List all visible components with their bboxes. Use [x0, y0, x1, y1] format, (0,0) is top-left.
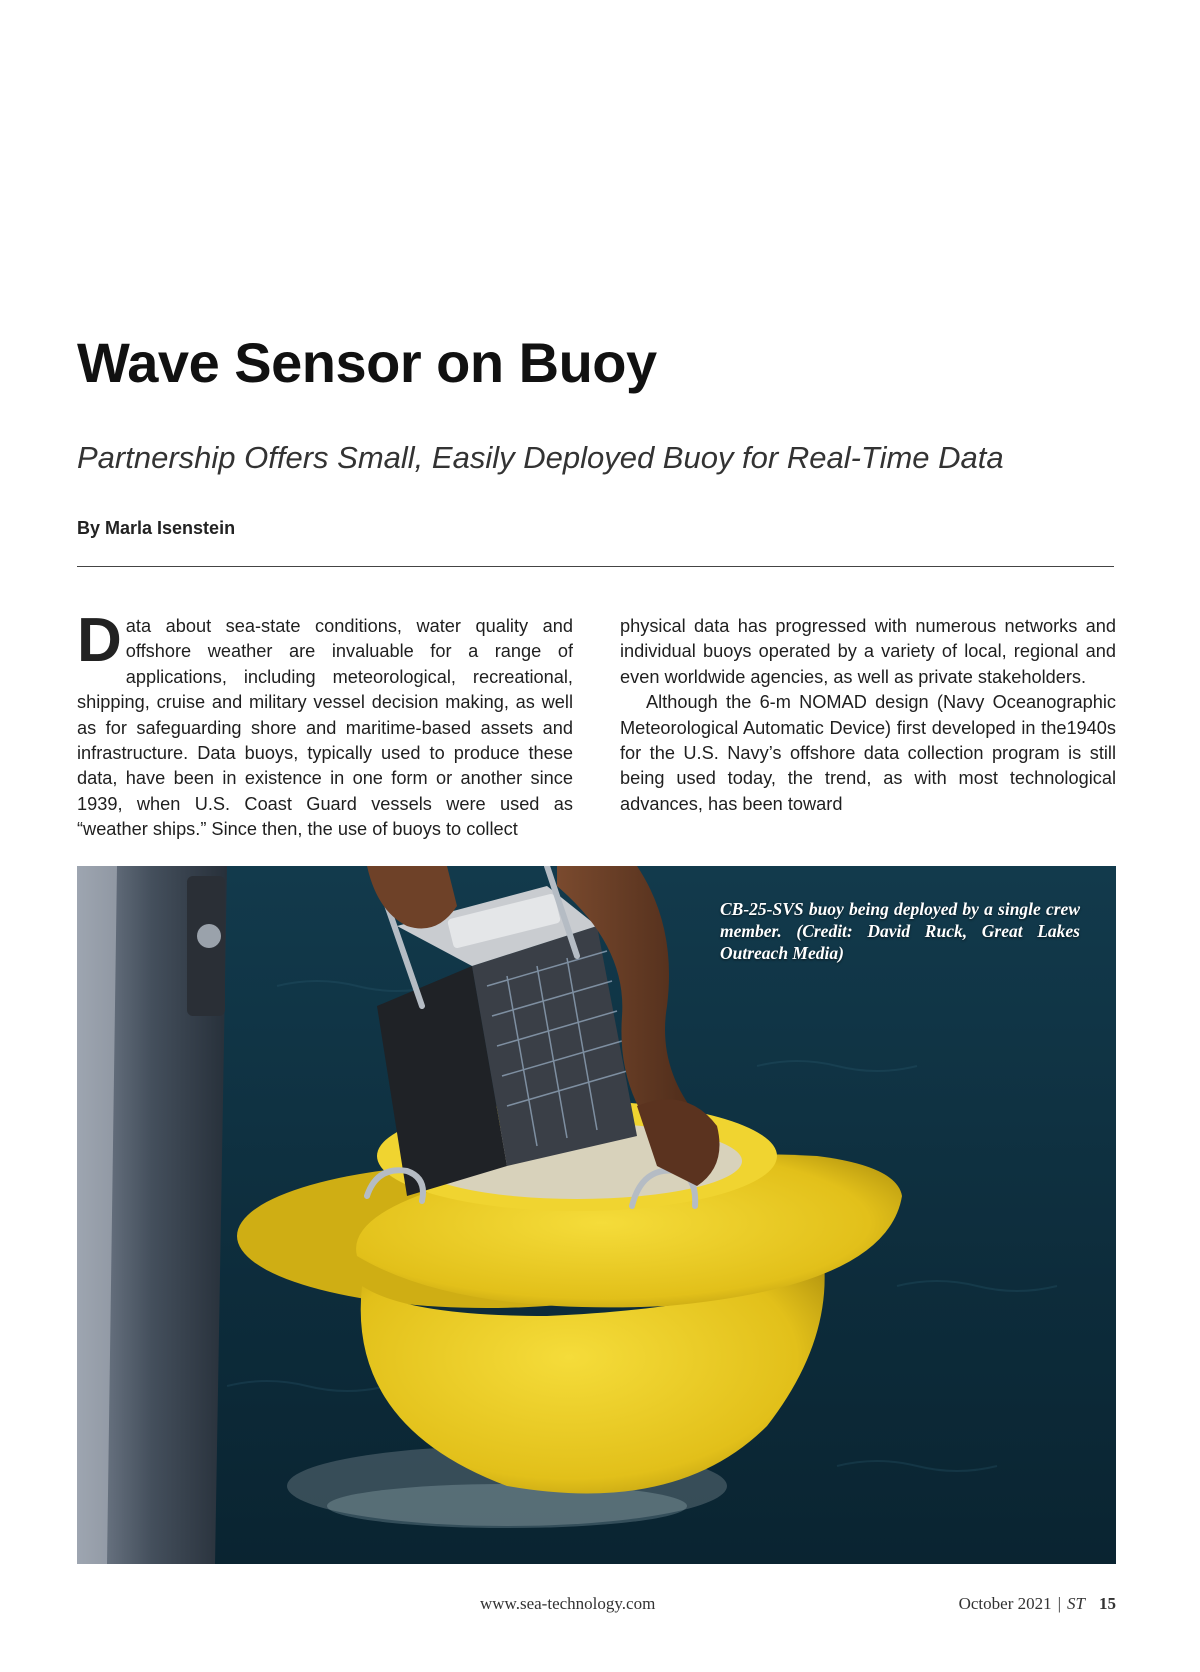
body-paragraph: physical data has progressed with numerous networks and individual buoys operated by a variety of local, regional and even worldwide agencies, as well as private stakeholders. [620, 616, 1116, 687]
article-subtitle: Partnership Offers Small, Easily Deployed Buoy for Real-Time Data [77, 440, 1004, 475]
header-divider [77, 566, 1114, 567]
body-paragraph [77, 614, 573, 843]
drop-cap: D [77, 614, 122, 675]
body-column-right [620, 614, 1116, 846]
footer-url: www.sea-technology.com [480, 1594, 656, 1613]
buoy-deployment-photo [77, 866, 1116, 1564]
page-footer [959, 1594, 1116, 1614]
page-number: 15 [1099, 1594, 1116, 1613]
article-title: Wave Sensor on Buoy [77, 331, 657, 394]
body-column-left [77, 614, 573, 846]
byline: By Marla Isenstein [77, 518, 236, 538]
body-paragraph: Although the 6-m NOMAD design (Navy Oceanographic Meteorological Automatic Device) first developed in the1940s for the U.S. Navy’s offshore data collection program is still being used today, the trend, as with most technological advances, has been toward [620, 692, 1116, 814]
issue-date: October 2021 [958, 1594, 1052, 1613]
magazine-abbrev: ST [1067, 1594, 1085, 1613]
photo-illustration [77, 866, 1116, 1564]
paragraph-text: ata about sea-state conditions, water quality and offshore weather are invaluable for a range of applications, including meteorological, recreational, shipping, cruise and military vessel decision making, as well as for safeguarding shore and maritime-based assets and infrastructure. Data buoys, typically used to produce these data, have been in existence in one form or another since 1939, when U.S. Coast Guard vessels were used as “weather ships.” Since then, the use of buoys to collect [77, 616, 573, 840]
photo-caption: CB-25-SVS buoy being deployed by a single crew member. (Credit: David Ruck, Great Lakes Outreach Media) [720, 899, 1080, 963]
footer-separator: | [1057, 1594, 1062, 1613]
